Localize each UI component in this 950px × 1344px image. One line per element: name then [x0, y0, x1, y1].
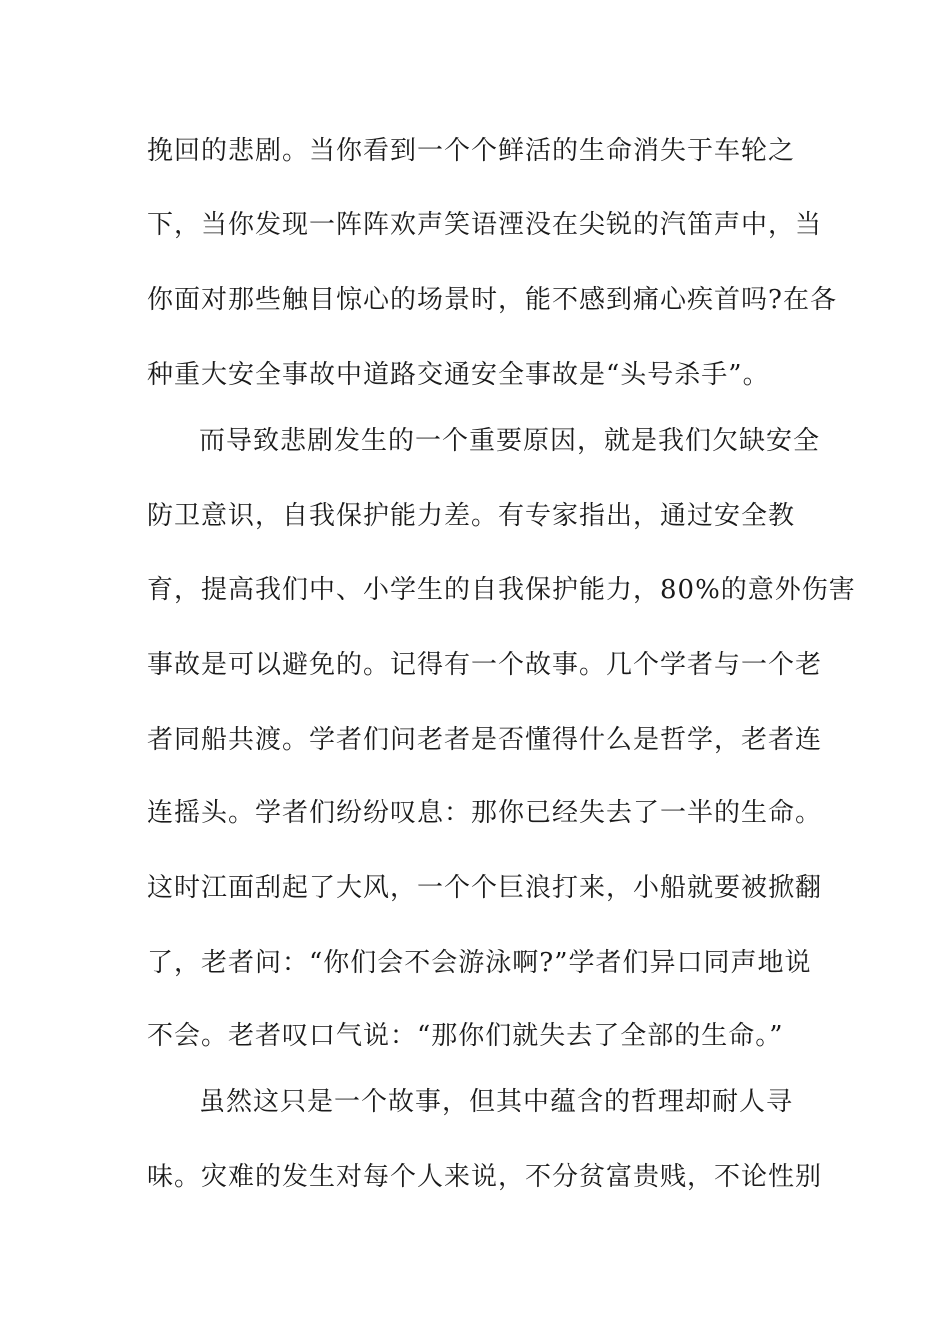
text-line-5: 而导致悲剧发生的一个重要原因，就是我们欠缺安全	[199, 426, 821, 456]
text-line-14: 虽然这只是一个故事，但其中蕴含的哲理却耐人寻	[199, 1087, 794, 1117]
text-line-11: 这时江面刮起了大风，一个个巨浪打来，小船就要被掀翻	[147, 873, 823, 903]
text-line-3: 你面对那些触目惊心的场景时，能不感到痛心疾首吗?在各	[147, 285, 837, 315]
text-line-7: 育，提高我们中、小学生的自我保护能力，80%的意外伤害	[147, 575, 856, 605]
text-line-9: 者同船共渡。学者们问老者是否懂得什么是哲学，老者连	[147, 725, 823, 755]
text-line-4: 种重大安全事故中道路交通安全事故是“头号杀手”。	[147, 360, 770, 390]
text-line-15: 味。灾难的发生对每个人来说，不分贫富贵贱，不论性别	[147, 1162, 823, 1192]
text-line-10: 连摇头。学者们纷纷叹息：那你已经失去了一半的生命。	[147, 798, 823, 828]
text-line-6: 防卫意识，自我保护能力差。有专家指出，通过安全教	[147, 501, 796, 531]
text-line-2: 下，当你发现一阵阵欢声笑语湮没在尖锐的汽笛声中，当	[147, 210, 823, 240]
text-line-8: 事故是可以避免的。记得有一个故事。几个学者与一个老	[147, 650, 823, 680]
text-line-1: 挽回的悲剧。当你看到一个个鲜活的生命消失于车轮之	[147, 136, 796, 166]
text-line-12: 了，老者问：“你们会不会游泳啊?”学者们异口同声地说	[147, 948, 812, 978]
text-line-13: 不会。老者叹口气说：“那你们就失去了全部的生命。”	[147, 1021, 784, 1051]
